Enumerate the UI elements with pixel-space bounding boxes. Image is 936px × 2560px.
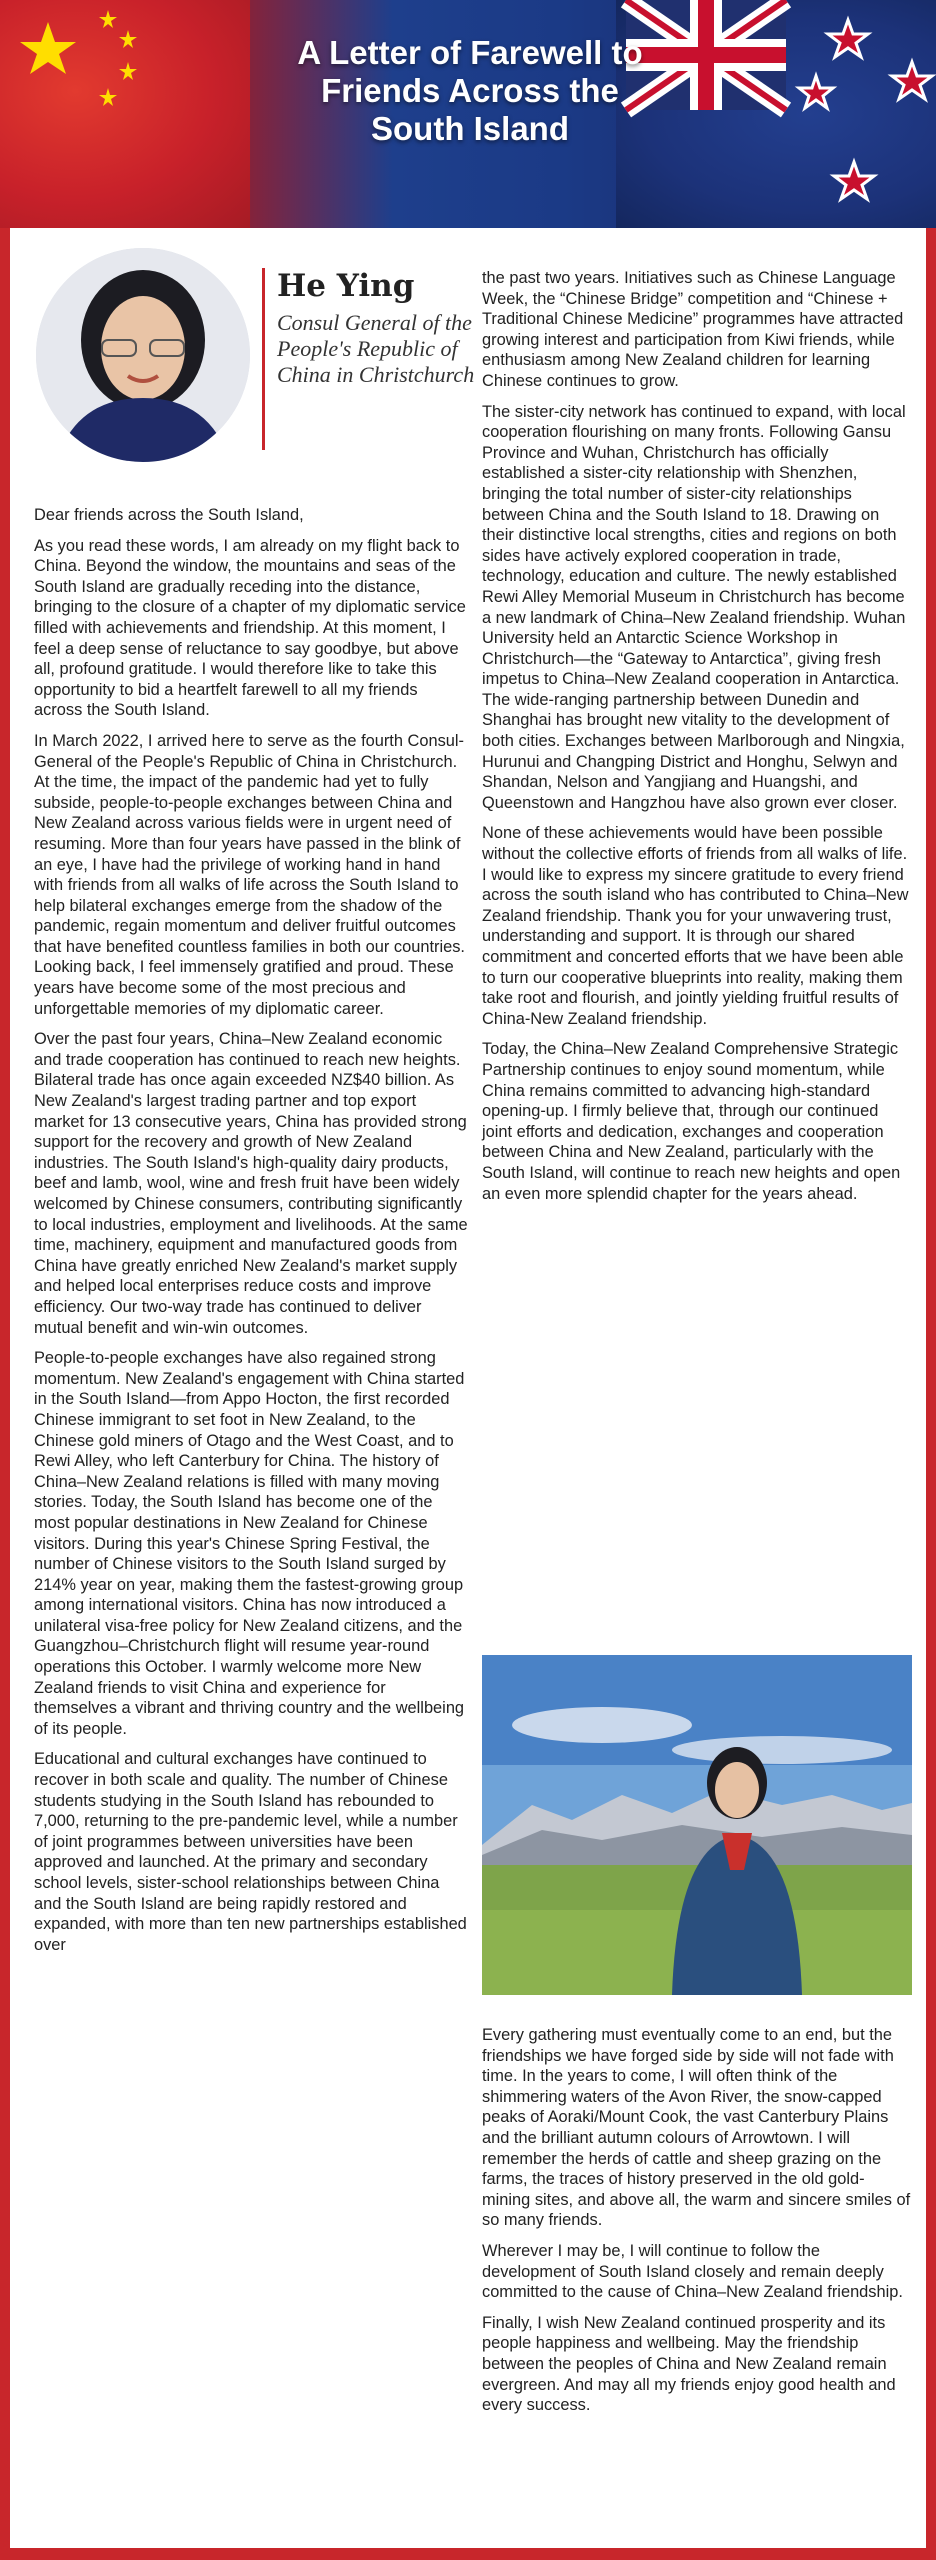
author-portrait [36,248,250,462]
page-title: A Letter of Farewell to Friends Across the South Island [297,34,643,147]
left-paragraph-4: Over the past four years, China–New Zealand economic and trade cooperation has continued to reach new heights. Bilateral trade has once again exceeded NZ$40 billion. As New Zealand's largest trading partner and top export market for 13 consecutive years, China has provided strong support for the recovery and growth of New Zealand industries. The South Island's high-quality dairy products, beef and lamb, wool, wine and fresh fruit have been widely welcomed by Chinese consumers, contributing significantly to local industries, employment and livelihoods. At the same time, machinery, equipment and manufactured goods from China have greatly enriched New Zealand's market supply and helped local enterprises reduce costs and improve efficiency. Our two-way trade has continued to deliver mutual benefit and win-win outcomes. [34,1030,468,1337]
closing-paragraph-2: Wherever I may be, I will continue to follow the development of South Island closely and remain deeply committed to the cause of China–New Zealand friendship. [482,2241,903,2302]
left-paragraph-5: People-to-people exchanges have also regained strong momentum. New Zealand's engagement with China started in the South Island—from Appo Hocton, the first recorded Chinese immigrant to set foot in New Zealand, to the Chinese gold miners of Otago and the West Coast, and to Rewi Alley, who left Canterbury for China. The history of China–New Zealand relations is filled with many moving stories. Today, the South Island has become one of the most popular destinations in New Zealand for Chinese visitors. During this year's Chinese Spring Festival, the number of Chinese visitors to the South Island surged by 214% year on year, making them the fastest-growing group among international visitors. China has now introduced a unilateral visa-free policy for New Zealand citizens, and the Guangzhou–Christchurch flight will resume year-round operations this October. I warmly welcome more New Zealand friends to visit China and experience for themselves a vibrant and thriving country and the wellbeing of its people. [34,1349,465,1738]
letter-body [10,228,926,2548]
china-flag-stars-icon [0,0,250,228]
left-paragraph-1: Dear friends across the South Island, [34,506,304,524]
left-paragraph-3: In March 2022, I arrived here to serve as the fourth Consul-General of the People's Republic of China in Christchurch. At the time, the impact of the pandemic had yet to fully subside, people-to-people exchanges between China and New Zealand across various fields were in urgent need of resuming. More than four years have passed in the blink of an eye, I have had the privilege of working hand in hand with friends from all walks of life across the South Island to help bilateral exchanges emerge from the shadow of the pandemic, regain momentum and deliver fruitful outcomes that have benefited countless families in both our countries. Looking back, I feel immensely gratified and proud. These years have become some of the most precious and unforgettable memories of my diplomatic career. [34,731,465,1018]
closing-paragraph-1: Every gathering must eventually come to an end, but the friendships we have forged side by side will not fade with time. In the years to come, I will often think of the shimmering waters of the Avon River, the snow-capped peaks of Aoraki/Mount Cook, the vast Canterbury Plains and the brilliant autumn colours of Arrowtown. I will remember the herds of cattle and sheep grazing on the farms, the traces of history preserved in the old gold-mining sites, and above all, the warm and sincere smiles of so many friends. [482,2026,911,2230]
left-paragraph-6: Educational and cultural exchanges have continued to recover in both scale and quality. The number of Chinese students studying in the South Island has rebounded to 7,000, returning to the pre-pandemic level, while a number of joint programmes between universities have been approved and launched. At the primary and secondary school levels, sister-school relationships between China and the South Island are being rapidly restored and expanded, with more than ten new partnerships established over [34,1750,467,1954]
mountain-landscape-photo-icon [482,1655,912,1995]
right-paragraph-1: the past two years. Initiatives such as Chinese Language Week, the “Chinese Bridge” competition and “Chinese + Traditional Chinese Medicine” programmes have attracted growing interest and participation from Kiwi friends, while enthusiasm among New Zealand children for learning Chinese continues to grow. [482,269,904,390]
closing-paragraph-3: Finally, I wish New Zealand continued prosperity and its people happiness and wellbeing. May the friendship between the peoples of China and New Zealand remain evergreen. And may all my friends enjoy good health and every success. [482,2313,896,2415]
right-paragraph-3: None of these achievements would have been possible without the collective efforts of friends from all walks of life. I would like to express my sincere gratitude to every friend across the south island who has contributed to China–New Zealand friendship. Thank you for your unwavering trust, understanding and support. It is through our shared commitment and concerted efforts that we have been able to turn our cooperative blueprints into reality, making them take root and flourish, and jointly yielding fruitful results of China-New Zealand friendship. [482,824,909,1028]
author-byline [262,268,477,450]
person-portrait-icon [36,248,250,462]
author-role: Consul General of the People's Republic of China in Christchurch [277,310,475,387]
china-flag-image [0,0,250,228]
header-banner [0,0,936,228]
right-column-top [482,268,912,1214]
left-column [34,505,470,1965]
left-paragraph-2: As you read these words, I am already on my flight back to China. Beyond the window, the mountains and seas of the South Island are gradually receding into the distance, bringing to the closure of a chapter of my diplomatic service filled with achievements and friendship. At this moment, I feel a deep sense of reluctance to say goodbye, but above all, profound gratitude. I would therefore like to take this opportunity to bid a heartfelt farewell to all my friends across the South Island. [34,536,466,720]
author-outdoor-photo [482,1655,912,1995]
right-paragraph-4: Today, the China–New Zealand Comprehensive Strategic Partnership continues to enjoy sound momentum, while China remains committed to advancing high-standard opening-up. I firmly believe that, through our continued joint efforts and dedication, exchanges and cooperation between China and New Zealand, particularly with the South Island, will continue to reach new heights and open an even more splendid chapter for the years ahead. [482,1040,901,1203]
right-paragraph-2: The sister-city network has continued to expand, with local cooperation flourishing on many fronts. Following Gansu Province and Wuhan, Christchurch has officially established a sister-city relationship with Shenzhen, bringing the total number of sister-city relationships between China and the South Island to 18. Drawing on their distinctive local strengths, cities and regions on both sides have actively explored cooperation in trade, technology, education and culture. The newly established Rewi Alley Memorial Museum in Christchurch has become a new landmark of China–New Zealand friendship. Wuhan University held an Antarctic Science Workshop in Christchurch—the “Gateway to Antarctica”, giving fresh impetus to China–New Zealand cooperation in Antarctica. The wide-ranging partnership between Dunedin and Shanghai has brought new vitality to the development of both cities. Exchanges between Marlborough and Ningxia, Hurunui and Changping District and Honghu, Selwyn and Shandan, Nelson and Yangjiang and Huangshi, and Queenstown and Hangzhou have also grown ever closer. [482,402,906,812]
author-name: He Ying [277,268,415,304]
right-column-bottom [482,2025,912,2426]
